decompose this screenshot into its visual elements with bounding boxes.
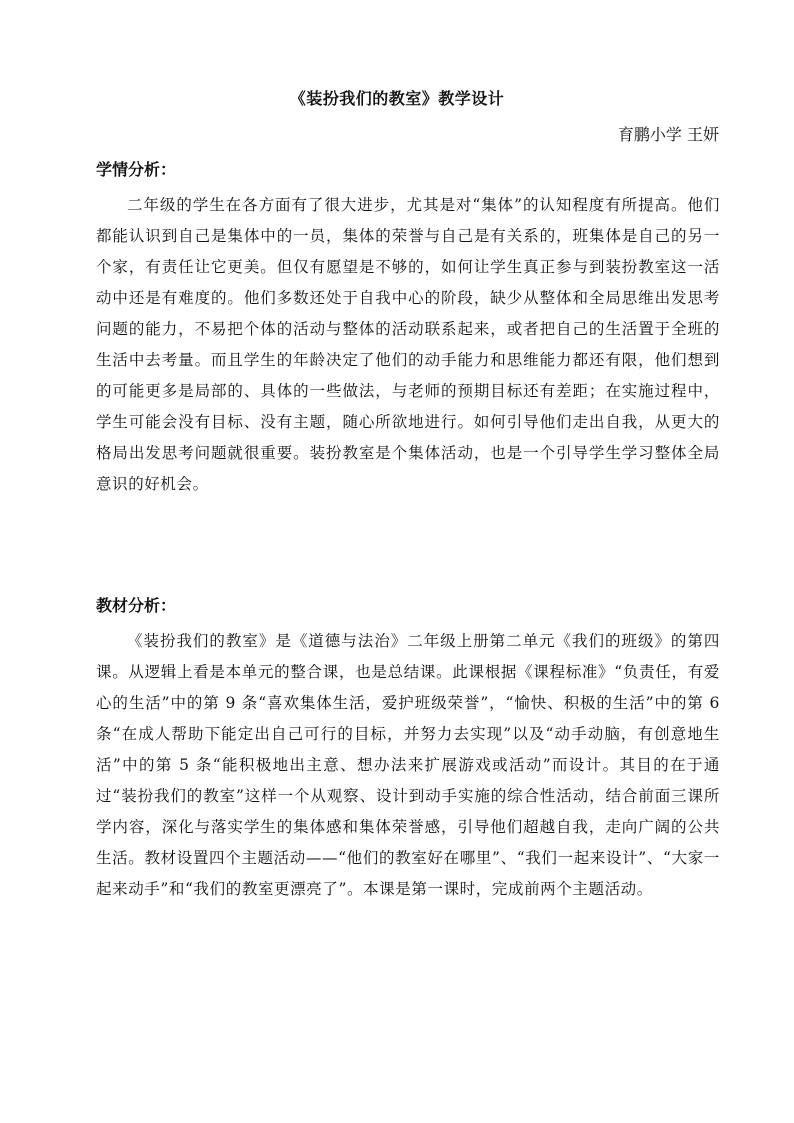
section-heading-student-analysis: 学情分析： [96,160,177,179]
section-paragraph-textbook-analysis: 《装扮我们的教室》是《道德与法治》二年级上册第二单元《我们的班级》的第四课。从逻辑上看是本单元的整合课，也是总结课。此课根据《课程标准》“负责任，有爱心的生活”中的第 9 条“喜欢集体生活，爱护班级荣誉”，“愉快、积极的生活”中的第 6 条“在成人帮助下能定出自己可行的目标，并努力去实现”以及“动手动脑，有创意地生活”中的第 5 条“能积极地出主意、想办法来扩展游戏或活动”而设计。其目的在于通过“装扮我们的教室”这样一个从观察、设计到动手实施的综合性活动，结合前面三课所学内容，深化与落实学生的集体感和集体荣誉感，引导他们超越自我，走向广阔的公共生活。教材设置四个主题活动——“他们的教室好在哪里”、“我们一起来设计”、“大家一起来动手”和“我们的教室更漂亮了”。本课是第一课时，完成前两个主题活动。 [96,632,720,898]
section-heading-textbook-analysis: 教材分析： [96,596,177,615]
author-line: 育鹏小学 王妍 [617,125,719,144]
section-paragraph-student-analysis: 二年级的学生在各方面有了很大进步，尤其是对“集体”的认知程度有所提高。他们都能认识到自己是集体中的一员，集体的荣誉与自己是有关系的，班集体是自己的另一个家，有责任让它更美。但仅有愿望是不够的，如何让学生真正参与到装扮教室这一活动中还是有难度的。他们多数还处于自我中心的阶段，缺少从整体和全局思维出发思考问题的能力，不易把个体的活动与整体的活动联系起来，或者把自己的生活置于全班的生活中去考量。而且学生的年龄决定了他们的动手能力和思维能力都还有限，他们想到的可能更多是局部的、具体的一些做法，与老师的预期目标还有差距；在实施过程中，学生可能会没有目标、没有主题，随心所欲地进行。如何引导他们走出自我，从更大的格局出发思考问题就很重要。装扮教室是个集体活动，也是一个引导学生学习整体全局意识的好机会。 [96,196,720,493]
document-title: 《装扮我们的教室》教学设计 [289,89,505,108]
